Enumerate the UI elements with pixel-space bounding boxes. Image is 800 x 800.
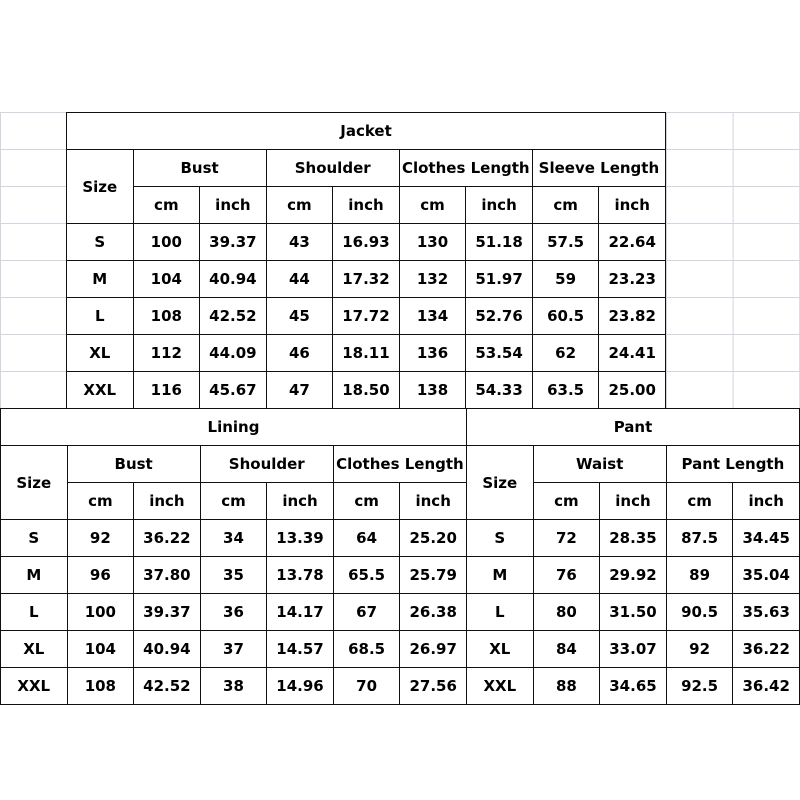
measurement-value: 96 xyxy=(67,557,134,594)
measurement-value: 90.5 xyxy=(666,594,733,631)
measurement-value: 51.18 xyxy=(466,224,533,261)
unit-header: cm xyxy=(399,187,466,224)
table-row xyxy=(67,261,666,298)
table-row xyxy=(1,557,467,594)
measurement-value: 92 xyxy=(666,631,733,668)
unit-header-row xyxy=(67,187,666,224)
measurement-group-header: Bust xyxy=(67,446,200,483)
measurement-value: 39.37 xyxy=(200,224,267,261)
table-row xyxy=(67,335,666,372)
measurement-value: 26.97 xyxy=(400,631,467,668)
measurement-value: 36.42 xyxy=(733,668,800,705)
table-title-row xyxy=(1,409,467,446)
unit-header: cm xyxy=(266,187,333,224)
unit-header: cm xyxy=(666,483,733,520)
size-label: XXL xyxy=(467,668,534,705)
table-row xyxy=(467,520,800,557)
size-label: XXL xyxy=(1,668,68,705)
measurement-value: 34 xyxy=(200,520,267,557)
size-column-header: Size xyxy=(467,446,534,520)
measurement-value: 23.23 xyxy=(599,261,666,298)
size-label: XL xyxy=(467,631,534,668)
background-grid-left xyxy=(0,112,66,408)
measurement-value: 13.78 xyxy=(267,557,334,594)
measurement-value: 47 xyxy=(266,372,333,409)
measurement-value: 46 xyxy=(266,335,333,372)
measurement-value: 34.45 xyxy=(733,520,800,557)
measurement-value: 22.64 xyxy=(599,224,666,261)
table-row xyxy=(1,520,467,557)
measurement-value: 13.39 xyxy=(267,520,334,557)
size-label: L xyxy=(67,298,134,335)
measurement-value: 76 xyxy=(533,557,600,594)
measurement-value: 80 xyxy=(533,594,600,631)
measurement-group-header: Bust xyxy=(133,150,266,187)
table-row xyxy=(467,668,800,705)
measurement-value: 43 xyxy=(266,224,333,261)
table-row xyxy=(1,668,467,705)
size-label: XXL xyxy=(67,372,134,409)
measurement-value: 44 xyxy=(266,261,333,298)
measurement-value: 108 xyxy=(67,668,134,705)
measurement-value: 134 xyxy=(399,298,466,335)
measurement-group-header: Clothes Length xyxy=(333,446,466,483)
unit-header: inch xyxy=(400,483,467,520)
group-header-row xyxy=(67,150,666,187)
measurement-value: 87.5 xyxy=(666,520,733,557)
table-row xyxy=(467,594,800,631)
lining-size-table xyxy=(0,408,467,705)
measurement-value: 35 xyxy=(200,557,267,594)
measurement-group-header: Shoulder xyxy=(266,150,399,187)
measurement-value: 53.54 xyxy=(466,335,533,372)
measurement-value: 136 xyxy=(399,335,466,372)
measurement-value: 108 xyxy=(133,298,200,335)
measurement-value: 16.93 xyxy=(333,224,400,261)
measurement-value: 25.20 xyxy=(400,520,467,557)
measurement-value: 14.96 xyxy=(267,668,334,705)
unit-header-row xyxy=(1,483,467,520)
measurement-value: 54.33 xyxy=(466,372,533,409)
size-column-header: Size xyxy=(1,446,68,520)
size-label: S xyxy=(1,520,68,557)
measurement-value: 88 xyxy=(533,668,600,705)
table-title: Pant xyxy=(467,409,800,446)
measurement-value: 37.80 xyxy=(134,557,201,594)
measurement-value: 17.32 xyxy=(333,261,400,298)
size-label: L xyxy=(1,594,68,631)
measurement-value: 116 xyxy=(133,372,200,409)
measurement-value: 92.5 xyxy=(666,668,733,705)
unit-header: cm xyxy=(67,483,134,520)
measurement-value: 57.5 xyxy=(532,224,599,261)
measurement-value: 45 xyxy=(266,298,333,335)
unit-header: cm xyxy=(333,483,400,520)
table-row xyxy=(67,224,666,261)
measurement-value: 31.50 xyxy=(600,594,667,631)
measurement-value: 40.94 xyxy=(134,631,201,668)
size-label: XL xyxy=(67,335,134,372)
size-label: M xyxy=(467,557,534,594)
measurement-value: 65.5 xyxy=(333,557,400,594)
measurement-value: 27.56 xyxy=(400,668,467,705)
table-title-row xyxy=(67,113,666,150)
measurement-value: 100 xyxy=(67,594,134,631)
table-row xyxy=(467,631,800,668)
unit-header: inch xyxy=(134,483,201,520)
table-row xyxy=(1,594,467,631)
measurement-value: 24.41 xyxy=(599,335,666,372)
unit-header: inch xyxy=(333,187,400,224)
unit-header: inch xyxy=(200,187,267,224)
table-title: Lining xyxy=(1,409,467,446)
measurement-group-header: Sleeve Length xyxy=(532,150,665,187)
measurement-value: 84 xyxy=(533,631,600,668)
background-grid-right xyxy=(666,112,800,408)
measurement-value: 89 xyxy=(666,557,733,594)
measurement-value: 100 xyxy=(133,224,200,261)
size-label: M xyxy=(67,261,134,298)
measurement-value: 42.52 xyxy=(134,668,201,705)
unit-header: cm xyxy=(133,187,200,224)
jacket-size-table xyxy=(66,112,666,409)
unit-header: inch xyxy=(600,483,667,520)
measurement-value: 18.50 xyxy=(333,372,400,409)
unit-header: inch xyxy=(599,187,666,224)
unit-header: inch xyxy=(466,187,533,224)
measurement-group-header: Shoulder xyxy=(200,446,333,483)
measurement-value: 14.57 xyxy=(267,631,334,668)
measurement-value: 132 xyxy=(399,261,466,298)
measurement-value: 37 xyxy=(200,631,267,668)
table-title-row xyxy=(467,409,800,446)
measurement-value: 14.17 xyxy=(267,594,334,631)
measurement-value: 25.79 xyxy=(400,557,467,594)
measurement-group-header: Waist xyxy=(533,446,666,483)
measurement-value: 92 xyxy=(67,520,134,557)
size-label: XL xyxy=(1,631,68,668)
measurement-value: 59 xyxy=(532,261,599,298)
measurement-value: 25.00 xyxy=(599,372,666,409)
measurement-value: 112 xyxy=(133,335,200,372)
measurement-value: 36.22 xyxy=(134,520,201,557)
measurement-value: 64 xyxy=(333,520,400,557)
measurement-value: 40.94 xyxy=(200,261,267,298)
group-header-row xyxy=(467,446,800,483)
size-label: S xyxy=(467,520,534,557)
unit-header: inch xyxy=(267,483,334,520)
measurement-value: 68.5 xyxy=(333,631,400,668)
measurement-value: 104 xyxy=(67,631,134,668)
measurement-value: 45.67 xyxy=(200,372,267,409)
measurement-value: 138 xyxy=(399,372,466,409)
size-column-header: Size xyxy=(67,150,134,224)
measurement-value: 33.07 xyxy=(600,631,667,668)
measurement-value: 130 xyxy=(399,224,466,261)
pant-size-table xyxy=(466,408,800,705)
table-row xyxy=(67,372,666,409)
measurement-value: 23.82 xyxy=(599,298,666,335)
measurement-value: 36.22 xyxy=(733,631,800,668)
table-row xyxy=(467,557,800,594)
measurement-value: 70 xyxy=(333,668,400,705)
measurement-value: 39.37 xyxy=(134,594,201,631)
size-label: L xyxy=(467,594,534,631)
measurement-value: 28.35 xyxy=(600,520,667,557)
measurement-value: 104 xyxy=(133,261,200,298)
unit-header: cm xyxy=(533,483,600,520)
table-row xyxy=(67,298,666,335)
unit-header: inch xyxy=(733,483,800,520)
measurement-value: 18.11 xyxy=(333,335,400,372)
measurement-value: 72 xyxy=(533,520,600,557)
measurement-value: 34.65 xyxy=(600,668,667,705)
measurement-value: 51.97 xyxy=(466,261,533,298)
measurement-value: 36 xyxy=(200,594,267,631)
measurement-value: 17.72 xyxy=(333,298,400,335)
size-label: S xyxy=(67,224,134,261)
group-header-row xyxy=(1,446,467,483)
measurement-value: 62 xyxy=(532,335,599,372)
measurement-value: 29.92 xyxy=(600,557,667,594)
measurement-value: 26.38 xyxy=(400,594,467,631)
measurement-group-header: Pant Length xyxy=(666,446,799,483)
measurement-value: 60.5 xyxy=(532,298,599,335)
unit-header: cm xyxy=(532,187,599,224)
measurement-value: 35.04 xyxy=(733,557,800,594)
measurement-value: 35.63 xyxy=(733,594,800,631)
measurement-group-header: Clothes Length xyxy=(399,150,532,187)
table-title: Jacket xyxy=(67,113,666,150)
measurement-value: 63.5 xyxy=(532,372,599,409)
measurement-value: 42.52 xyxy=(200,298,267,335)
measurement-value: 67 xyxy=(333,594,400,631)
table-row xyxy=(1,631,467,668)
measurement-value: 44.09 xyxy=(200,335,267,372)
size-label: M xyxy=(1,557,68,594)
unit-header: cm xyxy=(200,483,267,520)
measurement-value: 52.76 xyxy=(466,298,533,335)
measurement-value: 38 xyxy=(200,668,267,705)
